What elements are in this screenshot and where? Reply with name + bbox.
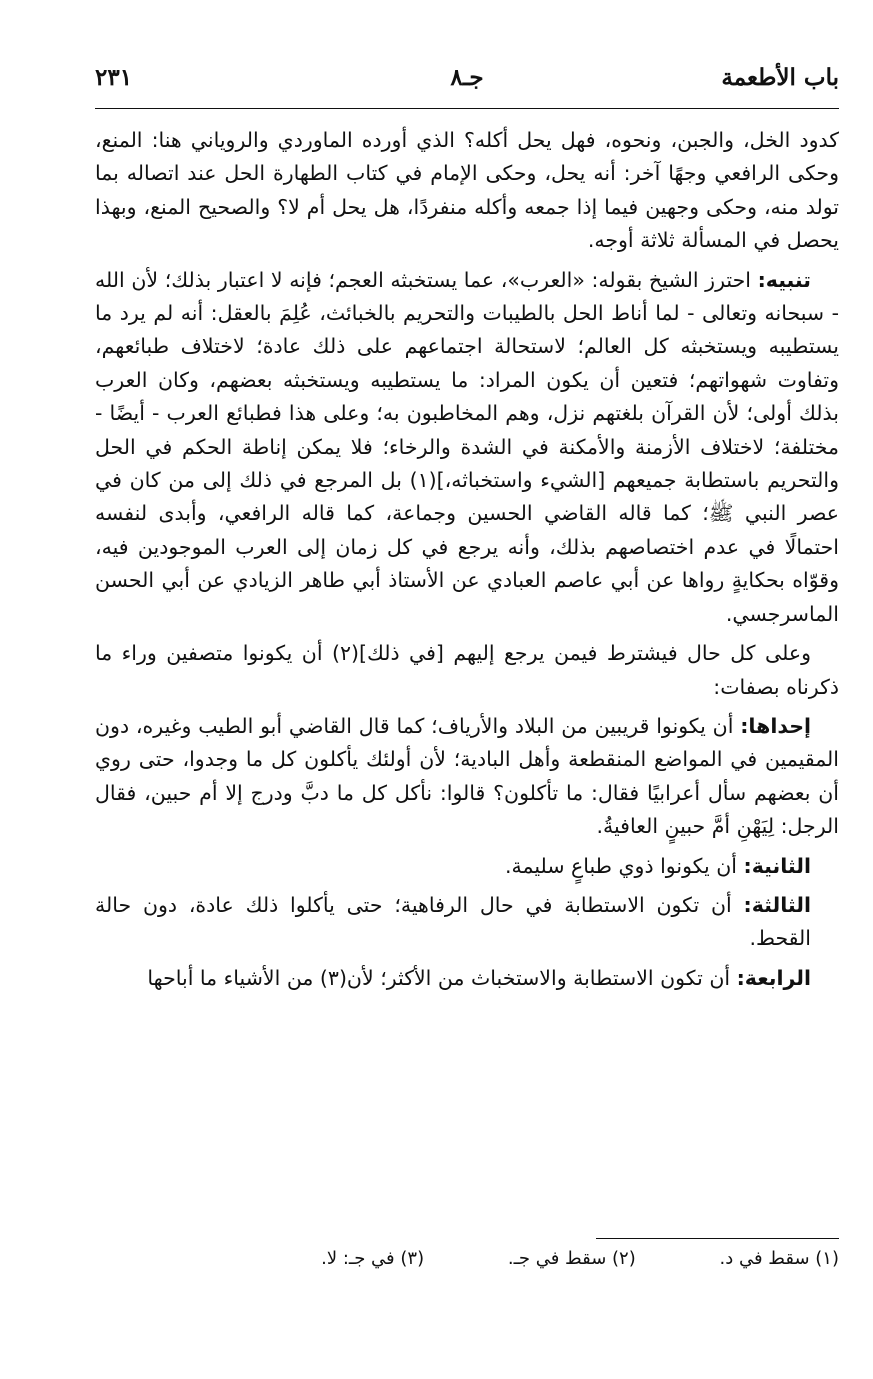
footnote-3: (٣) في جـ: لا.: [321, 1248, 425, 1269]
running-header: [95, 62, 839, 102]
footnote-rule: [596, 1238, 839, 1239]
paragraph-1: كدود الخل، والجبن، ونحوه، فهل يحل أكله؟ الذي أورده الماوردي والروياني هنا: المنع، وحكى الرافعي وجهًا آخر: أنه يحل، وحكى الإمام في كتاب الطهارة الحل عند اتصاله بما تولد منه، وحكى وجهين فيما إذا جمعه وأكله منفردًا، هل يحل أم لا؟ والصحيح المنع، وبهذا يحصل في المسألة ثلاثة أوجه.: [95, 128, 839, 253]
condition-3: [95, 889, 839, 956]
condition-text: أن تكون الاستطابة في حال الرفاهية؛ حتى يأكلوا ذلك عادة، دون حالة القحط.: [95, 892, 811, 951]
condition-text: أن تكون الاستطابة والاستخباث من الأكثر؛ لأن(٣) من الأشياء ما أباحها: [147, 965, 737, 990]
tanbih-text: احترز الشيخ بقوله: «العرب»، عما يستخبثه العجم؛ فإنه لا اعتبار بذلك؛ لأن الله - سبحانه وتعالى - لما أناط الحل بالطيبات والتحريم بالخبائث، عُلِمَ بالعقل: أنه لم يرد ما يستطيبه ويستخبثه كل العالم؛ لاستحالة اجتماعهم على ذلك عادة؛ لاختلاف طبائعهم، وتفاوت شهواتهم؛ فتعين أن يكون المراد: ما يستطيبه ويستخبثه بعضهم، وكان العرب بذلك أولى؛ لأن القرآن بلغتهم نزل، وهم المخاطبون به؛ وعلى هذا فطبائع العرب - أيضًا - مختلفة؛ لاختلاف الأزمنة والأمكنة في الشدة والرخاء؛ فلا يمكن إناطة الحكم في الحل والتحريم باستطابة جميعهم [الشيء واستخباثه،](١) بل المرجع في ذلك إلى من كان في عصر النبي ﷺ؛ كما قاله القاضي الحسين وجماعة، كما قاله الرافعي، وأبدى لنفسه احتمالًا في عدم اختصاصهم بذلك، وأنه يرجع في كل زمان إلى العرب الموجودين فيه، وقوّاه بحكايةٍ رواها عن أبي عاصم العبادي عن الأستاذ أبي طاهر الزيادي عن أبي الحسن الماسرجسي.: [95, 267, 839, 626]
condition-2: [95, 850, 839, 883]
chapter-title: باب الأطعمة: [721, 64, 839, 91]
tanbih-paragraph: [95, 264, 839, 631]
condition-label: الثالثة:: [743, 892, 811, 917]
conditions-intro: وعلى كل حال فيشترط فيمن يرجع إليهم [في ذلك](٢) أن يكونوا متصفين وراء ما ذكرناه بصفات:: [95, 641, 839, 699]
condition-1: [95, 710, 839, 844]
tanbih-label: تنبيه:: [757, 267, 811, 292]
footnote-1: (١) سقط في د.: [719, 1248, 839, 1269]
condition-text: أن يكونوا ذوي طباعٍ سليمة.: [504, 853, 744, 878]
page-number: ٢٣١: [95, 64, 133, 91]
condition-label: الرابعة:: [736, 965, 811, 990]
condition-text: أن يكونوا قريبين من البلاد والأرياف؛ كما قال القاضي أبو الطيب وغيره، دون المقيمين في المواضع المنقطعة وأهل البادية؛ لأن أولئك يأكلون كل ما وجدوا، حتى روي أن بعضهم سأل أعرابيًا فقال: ما تأكلون؟ قالوا: نأكل كل ما دبَّ ودرج إلا أم حبين، فقال الرجل: لِيَهْنِ أمَّ حبينٍ العافيةُ.: [95, 713, 839, 839]
condition-label: إحداها:: [740, 713, 811, 738]
condition-label: الثانية:: [743, 853, 811, 878]
header-rule: [95, 108, 839, 109]
condition-4: [95, 962, 839, 995]
footnote-2: (٢) سقط في جـ.: [507, 1248, 636, 1269]
volume-number: جـ٨: [450, 64, 484, 91]
footnotes: [95, 1248, 839, 1269]
main-text: [95, 124, 839, 1001]
